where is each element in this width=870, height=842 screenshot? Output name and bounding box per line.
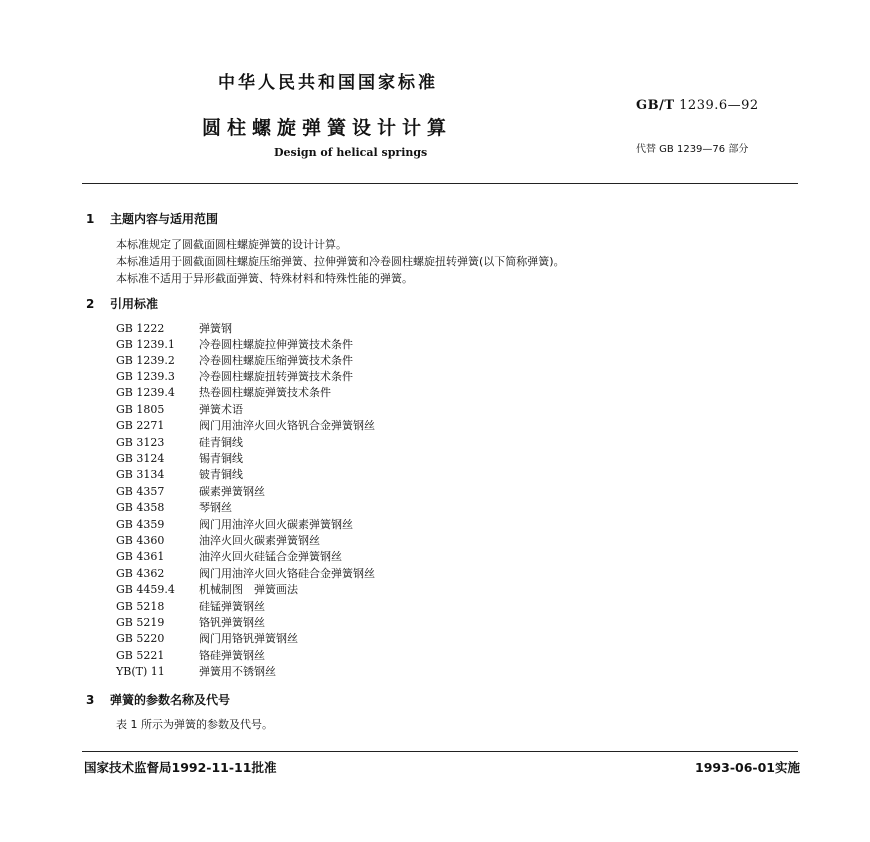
reference-code: GB 3123: [116, 436, 165, 449]
paragraph: 本标准适用于圆截面圆柱螺旋压缩弹簧、拉伸弹簧和冷卷圆柱螺旋扭转弹簧(以下简称弹簧)。: [116, 255, 565, 268]
section-number: 1: [86, 212, 95, 226]
footer-rule: [82, 751, 798, 752]
reference-item: [116, 352, 353, 368]
section-title: 弹簧的参数名称及代号: [110, 693, 231, 707]
reference-code: GB 3124: [116, 452, 165, 465]
reference-code: GB 1239.2: [116, 354, 175, 367]
reference-title: 弹簧术语: [199, 403, 243, 416]
section-title: 主题内容与适用范围: [110, 212, 219, 226]
reference-title: 冷卷圆柱螺旋拉伸弹簧技术条件: [199, 338, 353, 351]
paragraph: 本标准规定了圆截面圆柱螺旋弹簧的设计计算。: [116, 238, 347, 251]
reference-code: GB 4359: [116, 518, 165, 531]
section-title: 引用标准: [110, 297, 159, 311]
reference-item: [116, 483, 265, 499]
reference-title: 琴钢丝: [199, 501, 232, 514]
reference-code: GB 1239.4: [116, 386, 175, 399]
reference-code: GB 4361: [116, 550, 165, 563]
reference-item: [116, 516, 353, 532]
reference-code: GB 1805: [116, 403, 165, 416]
reference-item: [116, 548, 342, 564]
reference-item: [116, 499, 232, 515]
section-1-heading: [86, 210, 218, 227]
paragraph: 表 1 所示为弹簧的参数及代号。: [116, 718, 273, 731]
reference-title: 硅锰弹簧钢丝: [199, 600, 265, 613]
reference-item: [116, 417, 375, 433]
reference-code: GB 4360: [116, 534, 165, 547]
reference-item: [116, 598, 265, 614]
approval-note: 国家技术监督局1992-11-11批准: [84, 760, 277, 775]
reference-item: [116, 384, 331, 400]
reference-code: GB 1239.1: [116, 338, 175, 351]
reference-item: [116, 450, 243, 466]
standard-number: 1239.6—92: [679, 98, 759, 113]
reference-code: GB 4362: [116, 567, 165, 580]
paragraph: 本标准不适用于异形截面弹簧、特殊材料和特殊性能的弹簧。: [116, 272, 413, 285]
reference-item: [116, 368, 353, 384]
reference-title: 铬钒弹簧钢丝: [199, 616, 265, 629]
reference-item: [116, 336, 353, 352]
reference-code: GB 1239.3: [116, 370, 175, 383]
reference-code: GB 5221: [116, 649, 165, 662]
reference-title: 碳素弹簧钢丝: [199, 485, 265, 498]
section-number: 3: [86, 693, 95, 707]
reference-code: GB 4358: [116, 501, 165, 514]
reference-code: GB 3134: [116, 468, 165, 481]
reference-code: GB 5218: [116, 600, 165, 613]
reference-title: 铬硅弹簧钢丝: [199, 649, 265, 662]
reference-title: 铍青铜线: [199, 468, 243, 481]
reference-title: 阀门用油淬火回火碳素弹簧钢丝: [199, 518, 353, 531]
reference-item: [116, 401, 243, 417]
reference-title: 机械制图 弹簧画法: [199, 583, 298, 596]
implementation-date: 1993-06-01实施: [695, 760, 800, 775]
national-standard-heading: 中华人民共和国国家标准: [218, 73, 438, 93]
reference-item: [116, 630, 298, 646]
section-2-heading: [86, 295, 158, 312]
standard-prefix: GB/T: [636, 98, 675, 113]
replaces-note: 代替 GB 1239—76 部分: [636, 144, 749, 155]
reference-title: 锡青铜线: [199, 452, 243, 465]
reference-item: [116, 532, 320, 548]
section-3-heading: [86, 691, 230, 708]
reference-code: GB 4459.4: [116, 583, 175, 596]
document-subtitle: Design of helical springs: [274, 146, 428, 159]
reference-title: 冷卷圆柱螺旋压缩弹簧技术条件: [199, 354, 353, 367]
reference-item: [116, 434, 243, 450]
reference-title: 阀门用油淬火回火铬硅合金弹簧钢丝: [199, 567, 375, 580]
reference-item: [116, 647, 265, 663]
reference-title: 硅青铜线: [199, 436, 243, 449]
header-rule: [82, 183, 798, 184]
reference-title: 油淬火回火碳素弹簧钢丝: [199, 534, 320, 547]
reference-title: 弹簧钢: [199, 322, 232, 335]
reference-code: GB 2271: [116, 419, 165, 432]
reference-title: 热卷圆柱螺旋弹簧技术条件: [199, 386, 331, 399]
standard-code: [636, 98, 759, 113]
reference-title: 阀门用铬钒弹簧钢丝: [199, 632, 298, 645]
reference-code: GB 4357: [116, 485, 165, 498]
reference-item: [116, 614, 265, 630]
reference-item: [116, 581, 298, 597]
reference-item: [116, 320, 232, 336]
reference-title: 弹簧用不锈钢丝: [199, 665, 276, 678]
reference-title: 油淬火回火硅锰合金弹簧钢丝: [199, 550, 342, 563]
reference-code: GB 5219: [116, 616, 165, 629]
reference-item: [116, 565, 375, 581]
document-title: 圆柱螺旋弹簧设计计算: [202, 117, 453, 139]
reference-code: YB(T) 11: [116, 665, 165, 678]
reference-title: 阀门用油淬火回火铬钒合金弹簧钢丝: [199, 419, 375, 432]
reference-title: 冷卷圆柱螺旋扭转弹簧技术条件: [199, 370, 353, 383]
reference-item: [116, 466, 243, 482]
reference-item: [116, 663, 276, 679]
reference-code: GB 1222: [116, 322, 165, 335]
reference-code: GB 5220: [116, 632, 165, 645]
section-number: 2: [86, 297, 95, 311]
